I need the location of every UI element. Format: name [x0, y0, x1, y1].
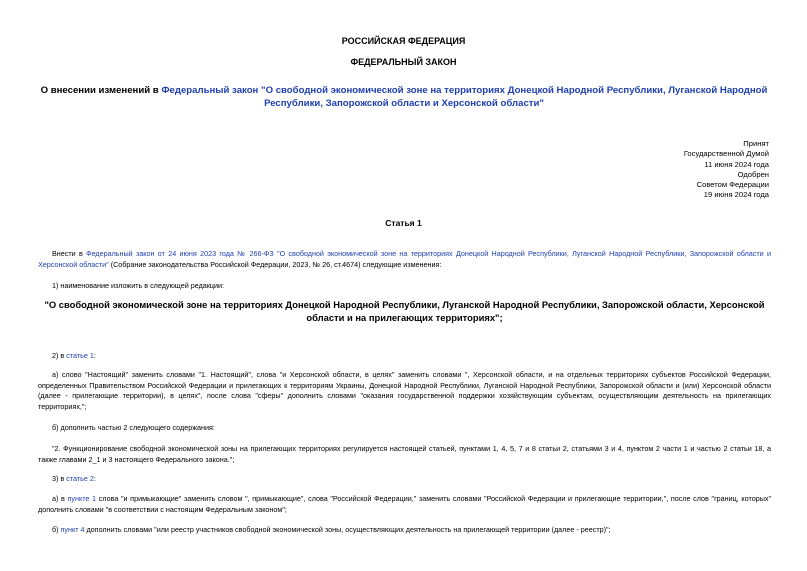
accepted-date: 11 июня 2024 года	[704, 159, 769, 169]
item-1: 1) наименование изложить в следующей редакции:	[52, 281, 225, 290]
approved-date: 19 июня 2024 года	[703, 190, 769, 200]
intro-paragraph	[38, 249, 771, 270]
item-3-suffix: :	[93, 474, 96, 483]
accepted-label: Принят	[743, 139, 769, 148]
item-3b-prefix: б)	[52, 525, 61, 534]
approved-by: Советом Федерации	[696, 180, 769, 190]
intro-suffix: (Собрание законодательства Российской Федерации, 2023, № 26, ст.4674) следующие изменения:	[108, 259, 442, 269]
country-heading: РОССИЙСКАЯ ФЕДЕРАЦИЯ	[341, 36, 466, 46]
item-3-prefix: 3) в	[52, 474, 67, 483]
accepted-by: Государственной Думой	[683, 149, 769, 159]
law-title-prefix: О внесении изменений в	[40, 85, 162, 96]
item-3a-prefix: а) в	[52, 494, 68, 503]
item-2a: а) слово "Настоящий" заменить словами "1. Настоящий", слова "и Херсонской области, в целях" заменить словами ", Херсонской области, и на отдельных территориях субъектов Российской Федерации, определенных Правительством Российской Федерации и прилегающих к территориям Украины, Донецкой Народной Республики, Луганской Народной Республики, Запорожской области и (или) Херсонской области (далее - прилегающие территории), в целях", после слова "сферы" дополнить словами "оказания государственной поддержки хозяйствующим субъектам, осуществляющим деятельность на прилегающих территориях,";	[38, 370, 771, 411]
item-3a-link[interactable]: пункте 1	[67, 494, 97, 503]
law-title	[30, 84, 778, 110]
article-heading: Статья 1	[385, 218, 422, 228]
item-3b	[38, 525, 771, 536]
item-1-quote: "О свободной экономической зоне на территориях Донецкой Народной Республики, Луганской Народной Республики, Запорожской области, Херсонской области и на прилегающих территориях";	[44, 299, 765, 323]
item-3-link[interactable]: статье 2	[66, 474, 94, 483]
approved-label: Одобрен	[737, 169, 769, 179]
item-3a	[38, 494, 771, 515]
item-3	[38, 474, 771, 485]
intro-prefix: Внести в	[52, 249, 87, 258]
law-title-link[interactable]: Федеральный закон "О свободной экономической зоне на территориях Донецкой Народной Республики, Луганской Народной Республики, Запорожской области и Херсонской области"	[161, 85, 768, 109]
item-2b: б) дополнить частью 2 следующего содержания:	[52, 423, 215, 432]
item-2b-quote: "2. Функционирование свободной экономической зоны на прилегающих территориях регулируется настоящей статьей, пунктами 1, 4, 5, 7 и 8 статьи 2, статьями 3 и 4, пунктом 2 части 1 и частью 2 статьи 18, а также главами 2_1 и 3 настоящего Федерального закона.";	[38, 444, 771, 464]
doc-type-heading: ФЕДЕРАЛЬНЫЙ ЗАКОН	[350, 57, 457, 67]
item-2-link[interactable]: статье 1	[66, 351, 94, 360]
item-2-prefix: 2) в	[52, 351, 67, 360]
item-3a-suffix: слова "и примыкающие" заменить словом ", примыкающие", слова "Российской Федерации," заменить словами "Российской Федерации и прилегающие территории,", после слов "границ, которых" дополнить словами "в соответствии с настоящим Федеральным законом";	[38, 494, 772, 514]
item-2	[38, 351, 771, 362]
item-3b-suffix: дополнить словами "или реестр участников свободной экономической зоны, осуществляющих деятельность на прилегающей территории (далее - реестр)";	[84, 525, 611, 534]
item-3b-link[interactable]: пункт 4	[60, 525, 85, 534]
acceptance-block	[684, 139, 769, 201]
item-2-suffix: :	[93, 351, 96, 360]
intro-law-link[interactable]: Федеральный закон от 24 июня 2023 года № 266-ФЗ "О свободной экономической зоне на территориях Донецкой Народной Республики, Луганской Народной Республики, Запорожской области и Херсонской области"	[38, 249, 771, 269]
